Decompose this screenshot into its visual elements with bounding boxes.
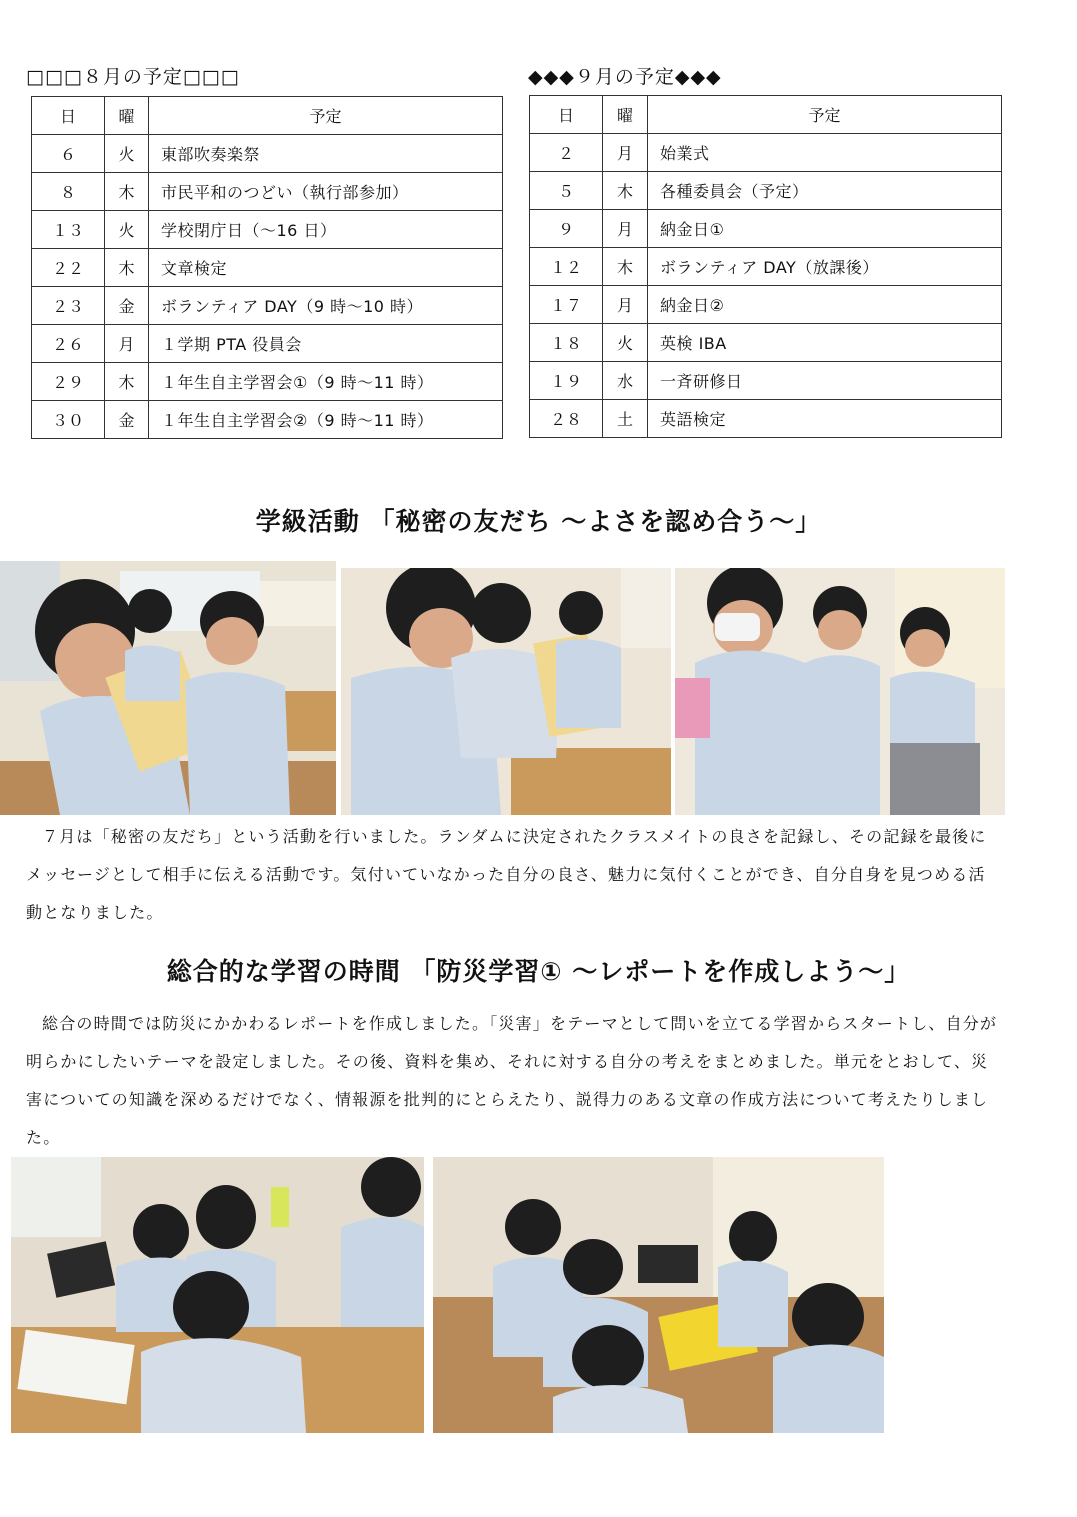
day-cell: １９ (530, 362, 603, 400)
event-cell: １学期 PTA 役員会 (149, 325, 503, 363)
table-row (530, 286, 1002, 324)
day-cell: ２９ (32, 363, 105, 401)
column-header-event: 予定 (648, 96, 1002, 134)
event-cell: 始業式 (648, 134, 1002, 172)
table-header-row (32, 97, 503, 135)
event-cell: 東部吹奏楽祭 (149, 135, 503, 173)
event-cell: 英語検定 (648, 400, 1002, 438)
table-row (530, 134, 1002, 172)
day-cell: ２６ (32, 325, 105, 363)
day-cell: ２３ (32, 287, 105, 325)
event-cell: 一斉研修日 (648, 362, 1002, 400)
table-row (32, 211, 503, 249)
column-header-day: 日 (32, 97, 105, 135)
weekday-cell: 火 (105, 211, 149, 249)
table-row (530, 324, 1002, 362)
day-cell: ６ (32, 135, 105, 173)
table-row (530, 362, 1002, 400)
weekday-cell: 木 (105, 249, 149, 287)
integrated-study-heading: 総合的な学習の時間 「防災学習① ～レポートを作成しよう～」 (166, 957, 911, 986)
day-cell: ８ (32, 173, 105, 211)
table-row (530, 248, 1002, 286)
weekday-cell: 月 (603, 134, 648, 172)
september-schedule-table (529, 95, 1002, 438)
weekday-cell: 月 (603, 210, 648, 248)
event-cell: １年生自主学習会②（9 時～11 時） (149, 401, 503, 439)
event-cell: 英検 IBA (648, 324, 1002, 362)
table-row (32, 287, 503, 325)
photo-secret-friend-3 (675, 568, 1005, 815)
weekday-cell: 金 (105, 401, 149, 439)
event-cell: 各種委員会（予定） (648, 172, 1002, 210)
column-header-day: 日 (530, 96, 603, 134)
weekday-cell: 木 (603, 248, 648, 286)
august-schedule-title: □□□８月の予定□□□ (26, 66, 240, 88)
integrated-study-paragraph: 総合の時間では防災にかかわるレポートを作成しました。「災害」をテーマとして問いを立てる学習からスタートし、自分が明らかにしたいテーマを設定しました。その後、資料を集め、それに対する自分の考えをまとめました。単元をとおして、災害についての知識を深めるだけでなく、情報源を批判的にとらえたり、説得力のある文章の作成方法について考えたりしました。 (26, 1014, 998, 1147)
day-cell: １８ (530, 324, 603, 362)
day-cell: ２ (530, 134, 603, 172)
weekday-cell: 木 (105, 173, 149, 211)
weekday-cell: 金 (105, 287, 149, 325)
photo-secret-friend-2 (341, 568, 671, 815)
weekday-cell: 木 (105, 363, 149, 401)
table-row (32, 249, 503, 287)
event-cell: 文章検定 (149, 249, 503, 287)
event-cell: 学校閉庁日（～16 日） (149, 211, 503, 249)
weekday-cell: 土 (603, 400, 648, 438)
day-cell: １２ (530, 248, 603, 286)
table-row (32, 363, 503, 401)
weekday-cell: 月 (603, 286, 648, 324)
photo-disaster-study-1 (11, 1157, 424, 1433)
class-activity-heading: 学級活動 「秘密の友だち ～よさを認め合う～」 (255, 507, 822, 536)
event-cell: ボランティア DAY（9 時～10 時） (149, 287, 503, 325)
day-cell: ２８ (530, 400, 603, 438)
photo-disaster-study-2 (433, 1157, 884, 1433)
table-row (32, 135, 503, 173)
day-cell: ３０ (32, 401, 105, 439)
photo-secret-friend-1 (0, 561, 336, 815)
event-cell: ボランティア DAY（放課後） (648, 248, 1002, 286)
august-schedule-table (31, 96, 503, 439)
weekday-cell: 月 (105, 325, 149, 363)
weekday-cell: 水 (603, 362, 648, 400)
weekday-cell: 火 (105, 135, 149, 173)
event-cell: 納金日① (648, 210, 1002, 248)
table-row (32, 173, 503, 211)
table-row (530, 172, 1002, 210)
column-header-weekday: 曜 (105, 97, 149, 135)
column-header-weekday: 曜 (603, 96, 648, 134)
day-cell: １３ (32, 211, 105, 249)
event-cell: 市民平和のつどい（執行部参加） (149, 173, 503, 211)
table-header-row (530, 96, 1002, 134)
table-row (32, 401, 503, 439)
table-row (530, 400, 1002, 438)
day-cell: ９ (530, 210, 603, 248)
day-cell: ２２ (32, 249, 105, 287)
day-cell: １７ (530, 286, 603, 324)
table-row (530, 210, 1002, 248)
table-row (32, 325, 503, 363)
event-cell: 納金日② (648, 286, 1002, 324)
column-header-event: 予定 (149, 97, 503, 135)
day-cell: ５ (530, 172, 603, 210)
september-schedule-title: ◆◆◆９月の予定◆◆◆ (528, 66, 722, 88)
weekday-cell: 火 (603, 324, 648, 362)
class-activity-paragraph: ７月は「秘密の友だち」という活動を行いました。ランダムに決定されたクラスメイトの良さを記録し、その記録を最後にメッセージとして相手に伝える活動です。気付いていなかった自分の良さ、魅力に気付くことができ、自分自身を見つめる活動となりました。 (26, 827, 987, 922)
event-cell: １年生自主学習会①（9 時～11 時） (149, 363, 503, 401)
weekday-cell: 木 (603, 172, 648, 210)
